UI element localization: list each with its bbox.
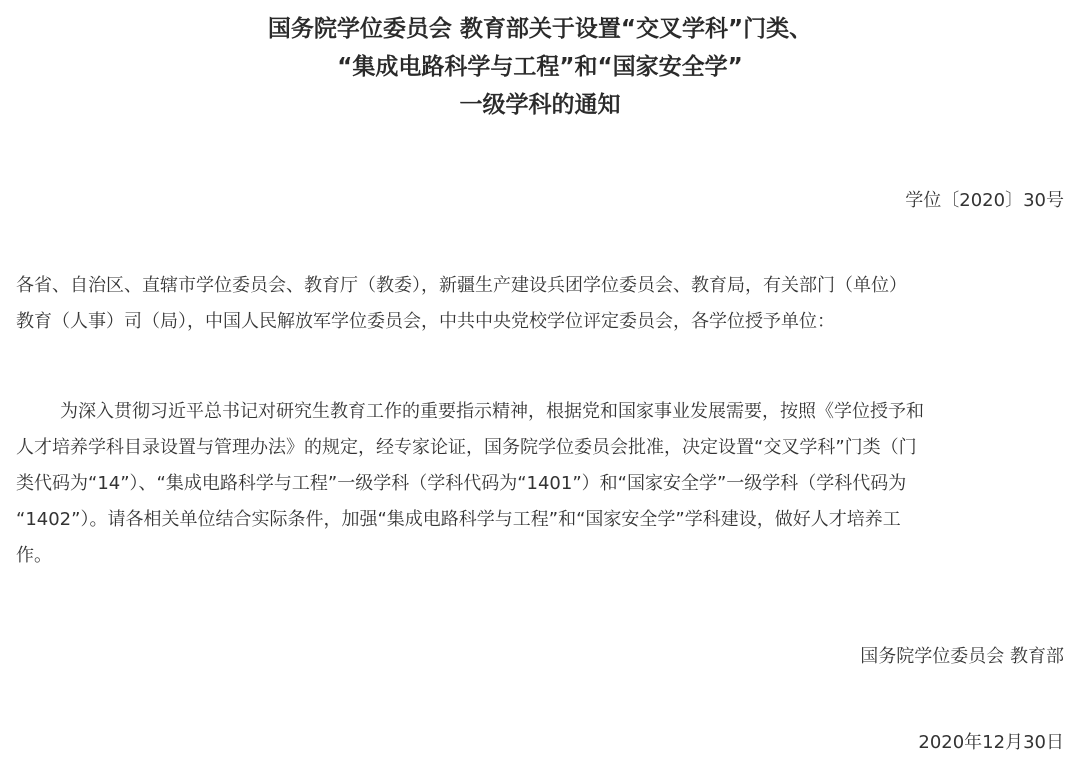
issuing-authority: 国务院学位委员会 教育部 (860, 646, 1064, 667)
body-line-2: 人才培养学科目录设置与管理办法》的规定，经专家论证，国务院学位委员会批准，决定设置“交叉学科”门类（门 (16, 437, 917, 458)
body-line-1: 为深入贯彻习近平总书记对研究生教育工作的重要指示精神，根据党和国家事业发展需要，按照《学位授予和 (60, 401, 924, 422)
body-line-3: 类代码为“14”）、“集成电路科学与工程”一级学科（学科代码为“1401”）和“国家安全学”一级学科（学科代码为 (16, 473, 907, 494)
title-line-2: “集成电路科学与工程”和“国家安全学” (337, 54, 743, 80)
title-line-1: 国务院学位委员会 教育部关于设置“交叉学科”门类、 (267, 16, 813, 42)
recipients-paragraph (16, 268, 1066, 340)
notice-title (0, 10, 1080, 124)
body-line-4: “1402”）。请各相关单位结合实际条件，加强“集成电路科学与工程”和“国家安全学”学科建设，做好人才培养工 (16, 509, 901, 530)
recipients-line-2: 教育（人事）司（局），中国人民解放军学位委员会，中共中央党校学位评定委员会，各学位授予单位： (16, 311, 835, 332)
title-line-3: 一级学科的通知 (459, 92, 621, 118)
body-paragraph (16, 394, 1066, 574)
body-line-5: 作。 (16, 545, 52, 566)
issue-date: 2020年12月30日 (918, 732, 1064, 753)
document-number: 学位〔2020〕30号 (905, 190, 1064, 211)
recipients-line-1: 各省、自治区、直辖市学位委员会、教育厅（教委），新疆生产建设兵团学位委员会、教育局，有关部门（单位） (16, 275, 907, 296)
